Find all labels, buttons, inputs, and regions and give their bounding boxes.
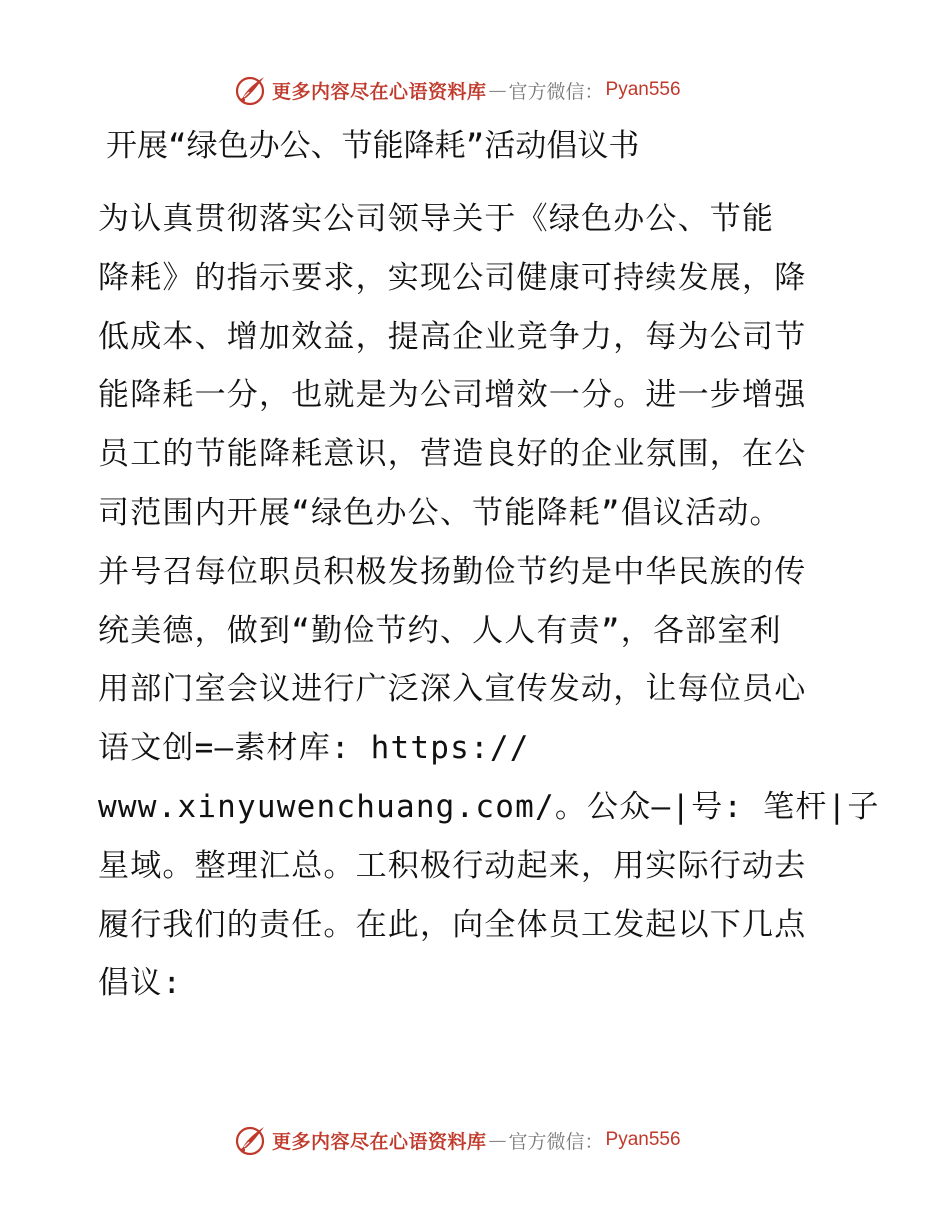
body-line: 能降耗一分，也就是为公司增效一分。进一步增强 <box>98 377 807 414</box>
banner-official-label: 官方微信： <box>508 80 604 103</box>
banner-brand-text: 更多内容尽在心语资料库 <box>272 80 487 103</box>
body-line: 并号召每位职员积极发扬勤俭节约是中华民族的传 <box>98 553 807 590</box>
body-line: 司范围内开展“绿色办公、节能降耗”倡议活动。 <box>98 494 782 531</box>
banner-separator: — <box>488 79 507 101</box>
quill-ink-logo-icon <box>234 73 268 107</box>
body-line: 语文创=—素材库: https:// <box>98 730 530 767</box>
document-title: 开展“绿色办公、节能降耗”活动倡议书 <box>106 128 640 164</box>
banner-separator: — <box>488 1129 507 1151</box>
body-line: 星域。整理汇总。工积极行动起来，用实际行动去 <box>98 847 807 884</box>
banner-brand-text: 更多内容尽在心语资料库 <box>272 1130 487 1153</box>
body-line: 倡议: <box>98 965 183 1002</box>
header-banner[interactable] <box>234 72 714 108</box>
body-line: 履行我们的责任。在此，向全体员工发起以下几点 <box>98 906 807 943</box>
body-line: 统美德，做到“勤俭节约、人人有责”，各部室利 <box>98 612 782 649</box>
body-line: 用部门室会议进行广泛深入宣传发动，让每位员心 <box>98 671 807 708</box>
body-line: 低成本、增加效益，提高企业竞争力，每为公司节 <box>98 318 807 355</box>
body-line: 为认真贯彻落实公司领导关于《绿色办公、节能 <box>98 201 775 237</box>
body-line: 员工的节能降耗意识，营造良好的企业氛围，在公 <box>98 436 807 473</box>
document-body <box>98 190 880 1013</box>
body-line: 降耗》的指示要求，实现公司健康可持续发展，降 <box>98 259 807 296</box>
banner-wechat-id: Pyan556 <box>605 79 681 100</box>
footer-banner[interactable] <box>234 1122 714 1158</box>
banner-official-label: 官方微信： <box>508 1130 604 1153</box>
body-line: www.xinyuwenchuang.com/。公众—|号: 笔杆|子 <box>98 788 880 825</box>
banner-wechat-id: Pyan556 <box>605 1129 681 1150</box>
quill-ink-logo-icon <box>234 1123 268 1157</box>
